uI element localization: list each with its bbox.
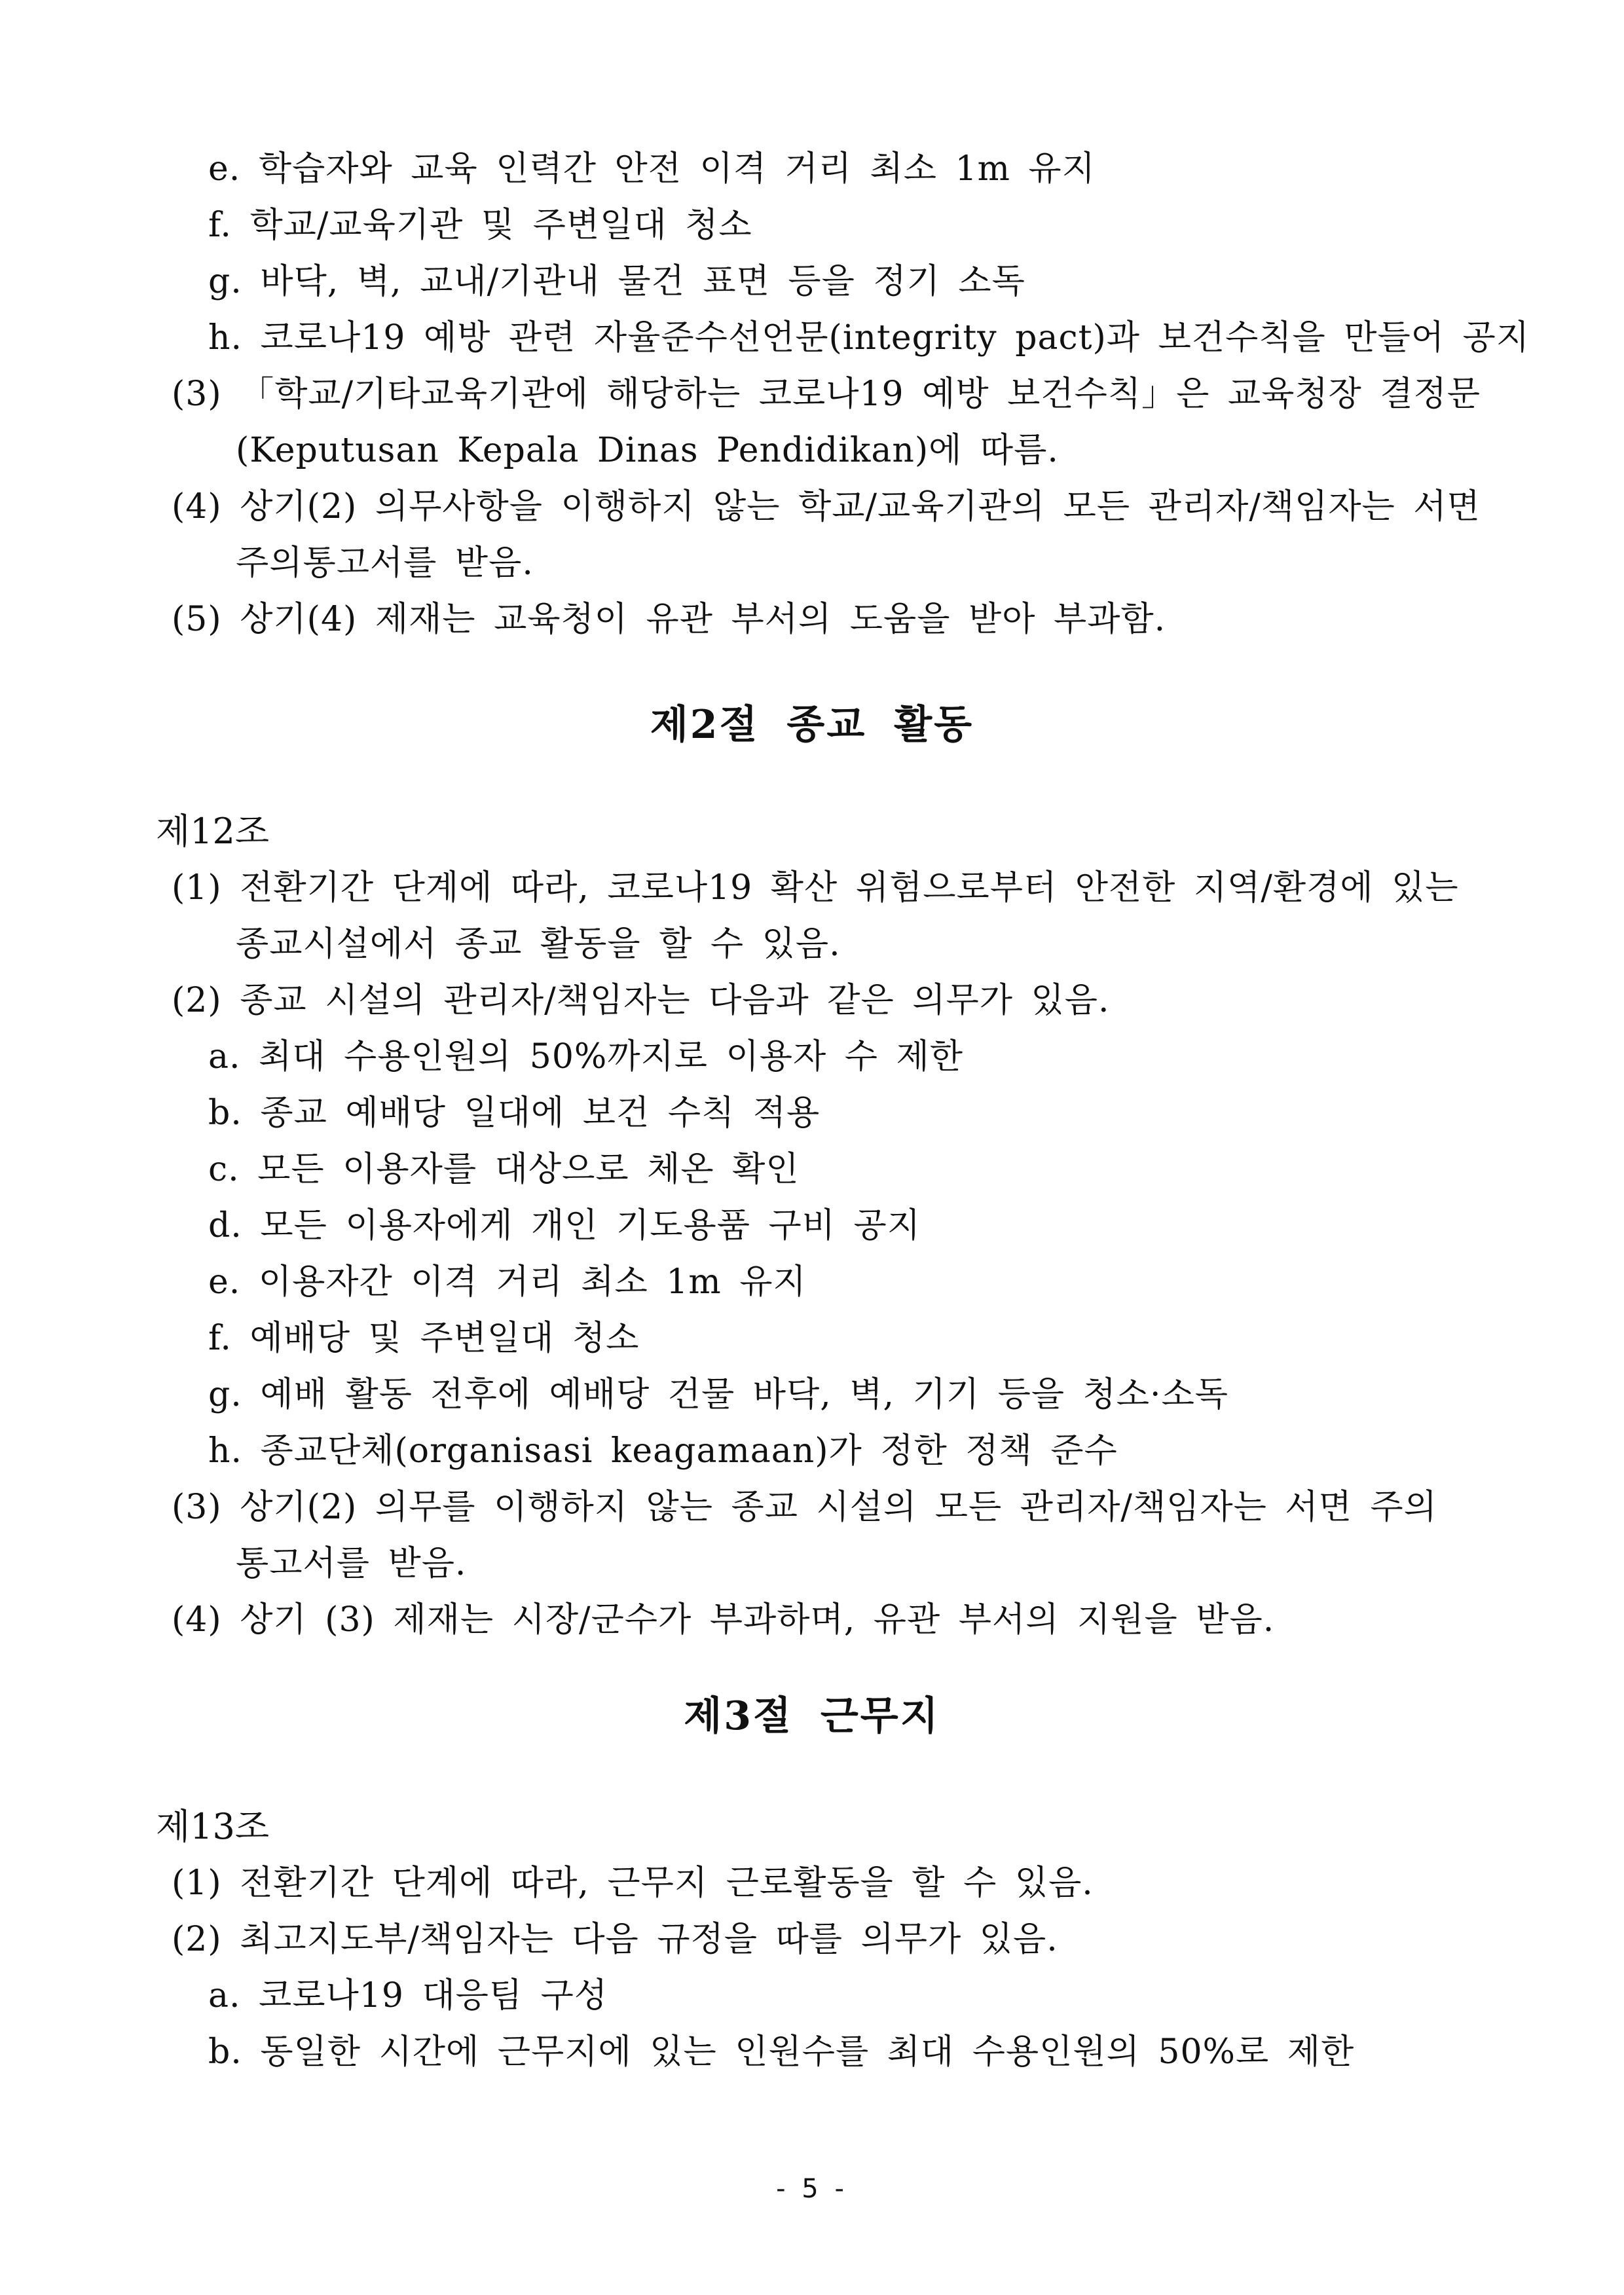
art12-clause-1-continuation: 종교시설에서 종교 활동을 할 수 있음. [236, 925, 841, 964]
art12-item-e: e. 이용자간 이격 거리 최소 1m 유지 [208, 1262, 807, 1302]
page-number: - 5 - [776, 2174, 848, 2204]
clause-5-enforcement: (5) 상기(4) 제재는 교육청이 유관 부서의 도움을 받아 부과함. [172, 600, 1166, 639]
art12-clause-3-continuation: 통고서를 받음. [236, 1544, 467, 1583]
clause-4-sanction: (4) 상기(2) 의무사항을 이행하지 않는 학교/교육기관의 모든 관리자/책임자는 서면 [172, 487, 1481, 526]
art13-clause-2: (2) 최고지도부/책임자는 다음 규정을 따를 의무가 있음. [172, 1920, 1058, 1959]
art12-item-d: d. 모든 이용자에게 개인 기도용품 구비 공지 [208, 1206, 921, 1245]
art12-item-h: h. 종교단체(organisasi keagamaan)가 정한 정책 준수 [208, 1431, 1118, 1471]
art12-item-b: b. 종교 예배당 일대에 보건 수칙 적용 [208, 1093, 821, 1133]
art13-item-a: a. 코로나19 대응팀 구성 [208, 1976, 608, 2015]
art13-item-b: b. 동일한 시간에 근무지에 있는 인원수를 최대 수용인원의 50%로 제한 [208, 2032, 1355, 2072]
section-3-heading: 제3절 근무지 [684, 1693, 940, 1739]
item-h-integrity-pact: h. 코로나19 예방 관련 자율준수선언문(integrity pact)과 보건수칙을 만들어 공지 [208, 318, 1530, 358]
item-g-disinfection: g. 바닥, 벽, 교내/기관내 물건 표면 등을 정기 소독 [208, 262, 1025, 301]
art12-item-f: f. 예배당 및 주변일대 청소 [208, 1319, 640, 1358]
art12-clause-2: (2) 종교 시설의 관리자/책임자는 다음과 같은 의무가 있음. [172, 981, 1110, 1020]
item-f-school-cleaning: f. 학교/교육기관 및 주변일대 청소 [208, 206, 752, 245]
art12-clause-1: (1) 전환기간 단계에 따라, 코로나19 확산 위험으로부터 안전한 지역/환경에 있는 [172, 868, 1459, 908]
section-2-heading: 제2절 종교 활동 [650, 702, 974, 748]
art12-item-g: g. 예배 활동 전후에 예배당 건물 바닥, 벽, 기기 등을 청소·소독 [208, 1375, 1229, 1414]
art13-clause-1: (1) 전환기간 단계에 따라, 근무지 근로활동을 할 수 있음. [172, 1864, 1094, 1903]
item-e-learner-distance: e. 학습자와 교육 인력간 안전 이격 거리 최소 1m 유지 [208, 149, 1096, 189]
clause-3-health-protocol: (3) 「학교/기타교육기관에 해당하는 코로나19 예방 보건수칙」은 교육청장 결정문 [172, 375, 1481, 414]
art12-clause-4: (4) 상기 (3) 제재는 시장/군수가 부과하며, 유관 부서의 지원을 받음. [172, 1600, 1275, 1640]
art12-clause-3: (3) 상기(2) 의무를 이행하지 않는 종교 시설의 모든 관리자/책임자는 서면 주의 [172, 1488, 1437, 1527]
clause-4-continuation: 주의통고서를 받음. [236, 543, 534, 583]
article-13-title: 제13조 [156, 1806, 270, 1847]
art12-item-a: a. 최대 수용인원의 50%까지로 이용자 수 제한 [208, 1037, 963, 1076]
article-12-title: 제12조 [156, 811, 270, 852]
art12-item-c: c. 모든 이용자를 대상으로 체온 확인 [208, 1150, 800, 1189]
clause-3-continuation: (Keputusan Kepala Dinas Pendidikan)에 따름. [236, 431, 1059, 470]
